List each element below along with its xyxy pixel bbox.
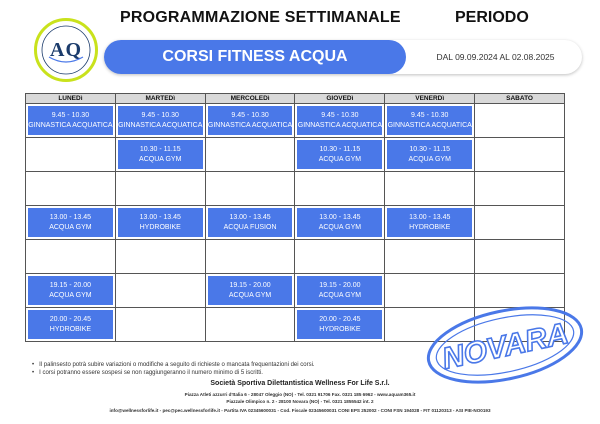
course-slot-content [385,206,474,239]
empty-slot-content [475,104,564,137]
empty-slot [205,240,295,274]
course-slot [115,206,205,240]
empty-slot-content [26,138,115,171]
course-slot-content [26,104,115,137]
course-time: 13.00 - 13.45 [409,213,451,221]
course-name: ACQUA GYM [318,155,362,163]
address-line-2: Piazzale Olimpico n. 2 - 28100 Novara (NO) - Tel. 0321 1855542 int. 2 [226,399,374,404]
course-slot [205,104,295,138]
course-time: 9.45 - 10.30 [141,111,179,119]
empty-slot [205,172,295,206]
empty-slot-content [385,172,474,205]
logo-letters: AQ [50,39,82,61]
course-time: 19.15 - 20.00 [319,281,361,289]
schedule-row [26,172,565,206]
course-name: ACQUA GYM [318,223,362,231]
empty-slot [475,240,565,274]
course-slot [205,206,295,240]
stamp-text: NOVARA [439,317,572,376]
address-line-1: Piazza Atleti azzurri d'Italia 6 - 28047 Oleggio (NO) - Tel. 0321 91706 Fax. 0321 185 6962 - www.aquam365.it [184,392,416,397]
course-slot [295,274,385,308]
course-name: GINNASTICA ACQUATICA [28,121,113,129]
empty-slot [115,172,205,206]
course-slot [26,104,116,138]
course-slot [295,104,385,138]
empty-slot-content [206,172,295,205]
course-name: ACQUA GYM [408,155,451,163]
day-header-cell: SABATO [475,94,565,104]
course-time: 13.00 - 13.45 [319,213,361,221]
empty-slot-content [206,138,295,171]
empty-slot-content [475,172,564,205]
empty-slot-content [475,206,564,239]
empty-slot-content [206,240,295,273]
course-name: HYDROBIKE [409,223,451,231]
course-name: ACQUA GYM [318,291,362,299]
legal-line: info@wellnessforlife.it - pec@pec.wellnessforlife.it - Partita IVA 02345600031 - Cod. Fiscale 02345600031 CONI EPS 252002 - CONI FSN 194028 - FIT 01120313 - ASI PIE-NO0193 [109,408,491,413]
course-name: ACQUA GYM [49,291,92,299]
note-item: • I corsi potranno essere sospesi se non raggiungeranno il numero minimo di 5 iscritti. [32,370,315,376]
empty-slot [26,240,116,274]
course-time: 13.00 - 13.45 [139,213,181,221]
empty-slot [385,172,475,206]
banner-title: CORSI FITNESS ACQUA [104,40,406,74]
empty-slot-content [26,240,115,273]
course-time: 20.00 - 20.45 [319,315,361,323]
company-name: Società Sportiva Dilettantistica Wellness For Life S.r.l. [210,380,390,387]
course-slot-content [295,206,384,239]
course-slot-content [295,308,384,341]
course-slot [385,104,475,138]
course-slot-content [385,138,474,171]
course-time: 13.00 - 13.45 [229,213,271,221]
course-name: HYDROBIKE [49,325,92,333]
empty-slot [475,104,565,138]
novara-stamp-icon [420,300,590,390]
course-name: GINNASTICA ACQUATICA [387,121,472,129]
empty-slot [475,172,565,206]
course-time: 9.45 - 10.30 [51,111,90,119]
course-slot-content [116,206,205,239]
empty-slot-content [116,308,205,341]
course-slot [26,206,116,240]
course-slot [205,274,295,308]
course-banner [104,40,582,74]
course-name: GINNASTICA ACQUATICA [118,121,203,129]
course-slot-content [295,138,384,171]
course-slot [295,308,385,342]
notes-list [32,362,315,377]
empty-slot-content [295,172,384,205]
empty-slot-content [475,138,564,171]
schedule-row [26,104,565,138]
empty-slot [205,308,295,342]
course-name: HYDROBIKE [319,325,361,333]
empty-slot [475,206,565,240]
course-time: 13.00 - 13.45 [49,213,92,221]
course-slot-content [385,104,474,137]
course-slot-content [26,274,115,307]
empty-slot [26,172,116,206]
course-name: ACQUA GYM [49,223,92,231]
page-title: PROGRAMMAZIONE SETTIMANALE [120,9,401,26]
day-header-row [26,94,565,104]
note-item: • Il palinsesto potrà subire variazioni o modifiche a seguito di richieste o mancata frequentazioni dei corsi. [32,362,315,368]
course-name: HYDROBIKE [139,223,181,231]
course-name: ACQUA GYM [139,155,182,163]
course-time: 19.15 - 20.00 [229,281,271,289]
course-slot-content [26,308,115,341]
course-time: 9.45 - 10.30 [411,111,449,119]
course-slot [385,138,475,172]
empty-slot-content [385,240,474,273]
empty-slot-content [206,308,295,341]
course-time: 9.45 - 10.30 [321,111,359,119]
empty-slot-content [116,274,205,307]
course-slot-content [295,274,384,307]
course-slot-content [116,104,205,137]
course-slot-content [26,206,115,239]
period-label: PERIODO [455,9,529,26]
course-slot [115,138,205,172]
empty-slot [115,308,205,342]
empty-slot-content [116,172,205,205]
course-slot [385,206,475,240]
course-time: 9.45 - 10.30 [231,111,269,119]
day-header-cell: LUNEDì [26,94,116,104]
empty-slot-content [26,172,115,205]
empty-slot-content [295,240,384,273]
empty-slot [475,138,565,172]
empty-slot [26,138,116,172]
course-time: 19.15 - 20.00 [49,281,92,289]
course-name: ACQUA FUSION [223,223,277,231]
empty-slot [295,240,385,274]
course-name: GINNASTICA ACQUATICA [207,121,293,129]
course-slot-content [116,138,205,171]
empty-slot [385,240,475,274]
empty-slot [115,240,205,274]
day-header-cell: MERCOLEDì [205,94,295,104]
aq-logo [34,18,98,82]
day-header-cell: MARTEDì [115,94,205,104]
course-name: ACQUA GYM [228,291,272,299]
day-header-cell: GIOVEDì [295,94,385,104]
course-slot [295,138,385,172]
course-time: 20.00 - 20.45 [49,315,92,323]
course-slot [295,206,385,240]
course-time: 10.30 - 11.15 [319,145,361,153]
course-time: 10.30 - 11.15 [409,145,451,153]
schedule-row [26,206,565,240]
course-slot [26,274,116,308]
course-slot [26,308,116,342]
course-time: 10.30 - 11.15 [139,145,181,153]
schedule-row [26,138,565,172]
course-slot-content [206,206,295,239]
course-slot-content [295,104,384,137]
empty-slot [205,138,295,172]
day-header-cell: VENERDì [385,94,475,104]
empty-slot-content [116,240,205,273]
logo-ring-icon [37,21,95,79]
empty-slot [295,172,385,206]
course-name: GINNASTICA ACQUATICA [297,121,383,129]
empty-slot [115,274,205,308]
banner-dates: DAL 09.09.2024 AL 02.08.2025 [436,52,555,62]
course-slot-content [206,274,295,307]
course-slot-content [206,104,295,137]
course-slot [115,104,205,138]
schedule-row [26,240,565,274]
empty-slot-content [475,240,564,273]
